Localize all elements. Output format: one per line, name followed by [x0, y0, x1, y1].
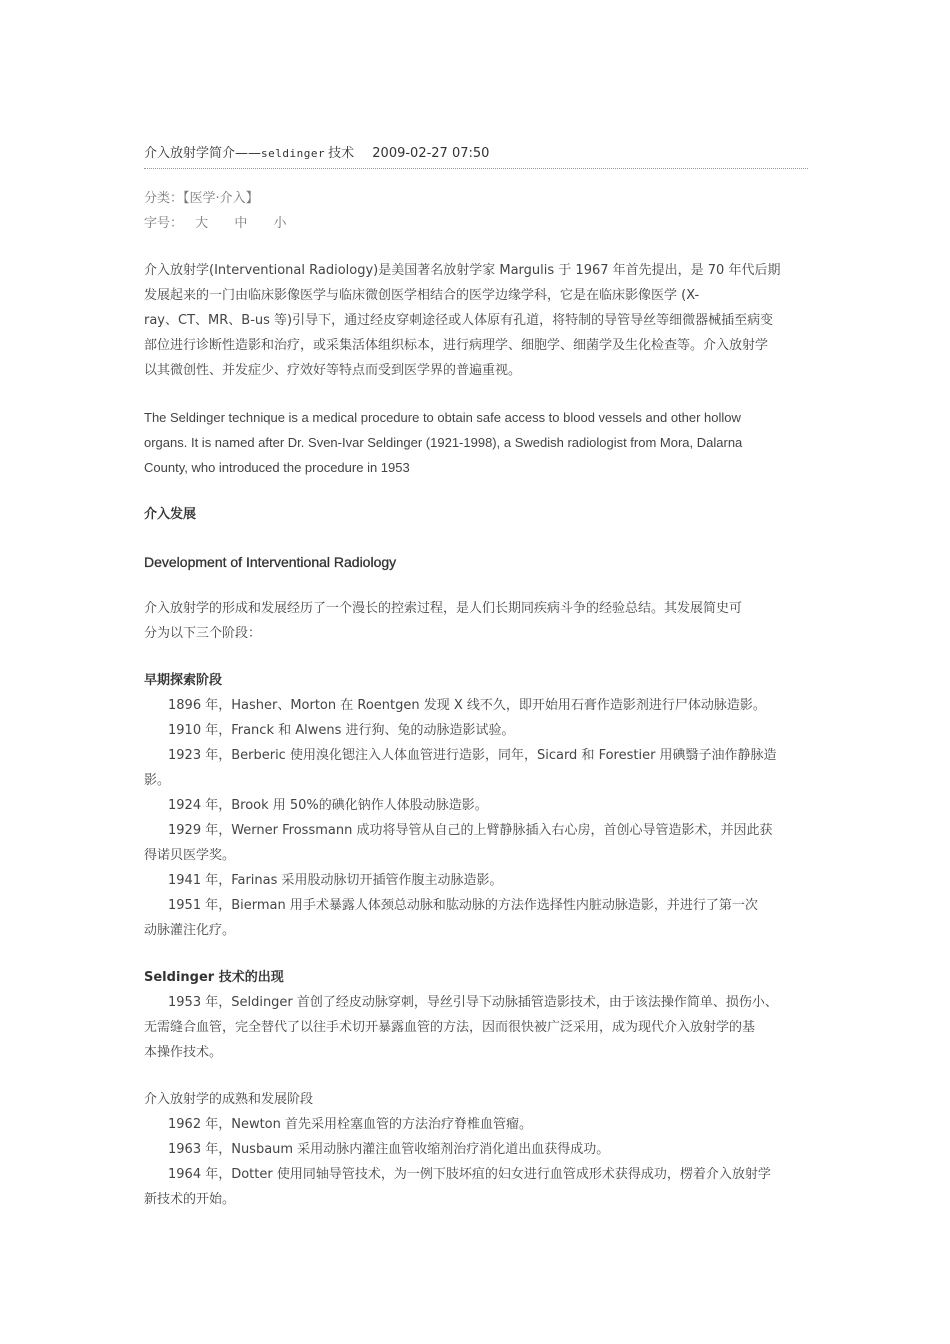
stage2-line: 本操作技术。	[144, 1045, 223, 1060]
font-size-selector	[144, 215, 308, 233]
title-tail: 技术	[328, 146, 355, 161]
stage3-line: 1964 年，Dotter 使用同轴导管技术，为一例下肢坏疽的妇女进行血管成形术获得成功，楞着介入放射学	[168, 1167, 771, 1182]
stage1-line: 动脉灌注化疗。	[144, 923, 236, 938]
stage1-line: 影。	[144, 773, 171, 788]
intro-en-line: The Seldinger technique is a medical procedure to obtain safe access to blood vessels and other hollow	[144, 410, 741, 425]
stage1-line: 1924 年，Brook 用 50%的碘化钠作人体股动脉造影。	[168, 798, 488, 813]
stage1-line: 1923 年，Berberic 使用溴化锶注入人体血管进行造影，同年，Sicard 和 Forestier 用碘翳子油作静脉造	[168, 748, 777, 763]
stage3-line: 1963 年，Nusbaum 采用动脉内灌注血管收缩剂治疗消化道出血获得成功。	[168, 1142, 610, 1157]
font-size-medium-link[interactable]: 中	[234, 216, 248, 231]
title-seldinger: seldinger	[261, 147, 326, 160]
stage3-line: 新技术的开始。	[144, 1192, 236, 1207]
intro-zh-line: 部位进行诊断性造影和治疗，或采集活体组织标本，进行病理学、细胞学、细菌学及生化检查等。介入放射学	[144, 338, 769, 353]
intro-en-line: organs. It is named after Dr. Sven-Ivar Seldinger (1921-1998), a Swedish radiologist from Mora, Dalarna	[144, 435, 743, 450]
intro-en-line: County, who introduced the procedure in 1953	[144, 460, 410, 475]
stage3-line: 1962 年，Newton 首先采用栓塞血管的方法治疗脊椎血管瘤。	[168, 1117, 532, 1132]
stage1-line: 1910 年，Franck 和 Alwens 进行狗、兔的动脉造影试验。	[168, 723, 515, 738]
title-text: 介入放射学简介——	[144, 146, 262, 161]
intro-zh-line: ray、CT、MR、B-us 等)引导下，通过经皮穿刺途径或人体原有孔道，将特制的导管导丝等细微器械插至病变	[144, 313, 774, 328]
stage1-line: 1941 年，Farinas 采用股动脉切开插管作腹主动脉造影。	[168, 873, 503, 888]
stage1-heading: 早期探索阶段	[144, 673, 223, 688]
section-heading-dev-en: Development of Interventional Radiology	[144, 554, 397, 570]
dev-intro-line: 介入放射学的形成和发展经历了一个漫长的控索过程，是人们长期同疾病斗争的经验总结。其发展简史可	[144, 601, 743, 616]
stage3-heading: 介入放射学的成熟和发展阶段	[144, 1092, 314, 1107]
category-label: 分类：【医学·介入】	[144, 191, 259, 206]
post-datetime: 2009-02-27 07:50	[372, 146, 490, 161]
stage2-line: 无需缝合血管，完全替代了以往手术切开暴露血管的方法，因而很快被广泛采用，成为现代介入放射学的基	[144, 1020, 756, 1035]
dev-intro-line: 分为以下三个阶段：	[144, 626, 262, 641]
stage1-line: 得诺贝医学奖。	[144, 848, 236, 863]
stage2-heading: Seldinger 技术的出现	[144, 970, 284, 985]
category-line	[144, 190, 281, 208]
stage2-line: 1953 年，Seldinger 首创了经皮动脉穿刺，导丝引导下动脉插管造影技术，由于该法操作简单、损伤小、	[168, 995, 778, 1010]
font-size-small-link[interactable]: 小	[273, 216, 287, 231]
stage1-line: 1951 年，Bierman 用手术暴露人体颈总动脉和肱动脉的方法作选择性内脏动脉造影，并进行了第一次	[168, 898, 758, 913]
intro-zh-line: 以其微创性、并发症少、疗效好等特点而受到医学界的普遍重视。	[144, 363, 522, 378]
font-size-label: 字号：	[144, 216, 184, 231]
stage1-line: 1896 年，Hasher、Morton 在 Roentgen 发现 X 线不久，即开始用石膏作造影剂进行尸体动脉造影。	[168, 698, 766, 713]
stage1-line: 1929 年，Werner Frossmann 成功将导管从自己的上臂静脉插入右心房，首创心导管造影术，并因此获	[168, 823, 773, 838]
intro-zh-line: 介入放射学(Interventional Radiology)是美国著名放射学家 Margulis 于 1967 年首先提出，是 70 年代后期	[144, 263, 781, 278]
intro-zh-line: 发展起来的一门由临床影像医学与临床微创医学相结合的医学边缘学科，它是在临床影像医学 (X-	[144, 288, 700, 303]
font-size-large-link[interactable]: 大	[195, 216, 209, 231]
section-heading-dev-zh: 介入发展	[144, 507, 197, 522]
article-title	[144, 145, 808, 169]
